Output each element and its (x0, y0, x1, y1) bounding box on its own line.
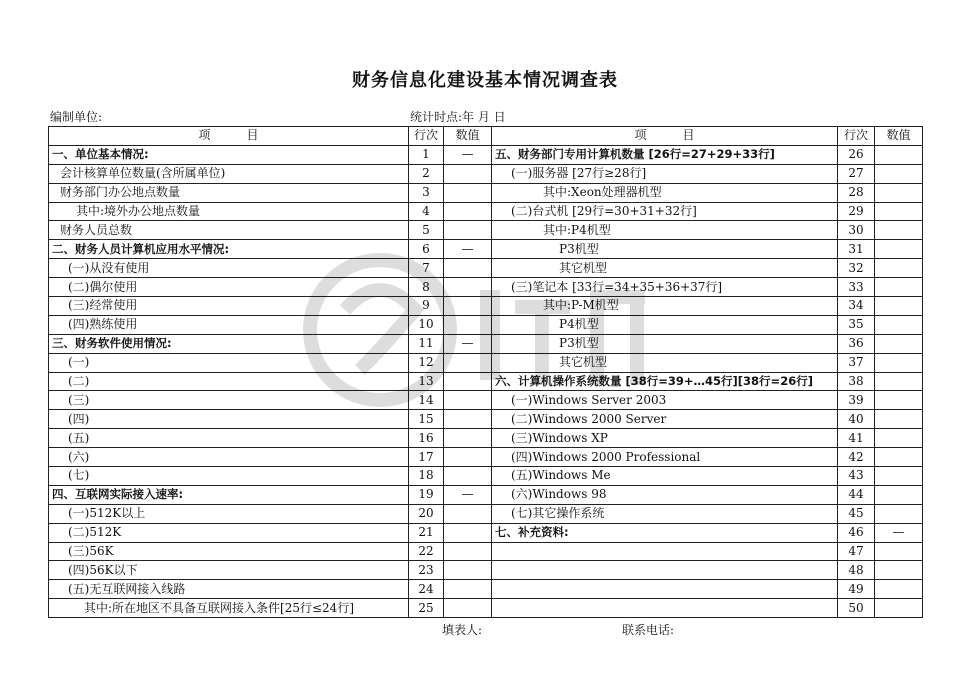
right-value-cell (875, 448, 923, 467)
right-seq-cell: 31 (838, 240, 875, 259)
left-value-cell (444, 599, 492, 618)
left-item-label: 其中:境外办公地点数量 (49, 202, 409, 221)
right-item-label: 其它机型 (492, 259, 838, 278)
right-seq-cell: 30 (838, 221, 875, 240)
left-item-label: 三、财务软件使用情况: (49, 334, 409, 353)
right-value-cell (875, 542, 923, 561)
table-row (49, 353, 923, 372)
right-seq-cell: 42 (838, 448, 875, 467)
left-seq-cell: 7 (409, 259, 444, 278)
right-value-cell (875, 202, 923, 221)
left-item-label: 其中:所在地区不具备互联网接入条件[25行≤24行] (49, 599, 409, 618)
table-row (49, 599, 923, 618)
left-value-cell: — (444, 240, 492, 259)
table-row (49, 297, 923, 316)
right-item-label: (三)Windows XP (492, 429, 838, 448)
left-value-cell (444, 448, 492, 467)
left-item-label: (六) (49, 448, 409, 467)
right-value-cell (875, 334, 923, 353)
left-value-cell: — (444, 334, 492, 353)
left-item-label: 二、财务人员计算机应用水平情况: (49, 240, 409, 259)
left-value-cell (444, 259, 492, 278)
right-seq-cell: 43 (838, 467, 875, 486)
left-item-label: (四)56K以下 (49, 561, 409, 580)
table-row (49, 164, 923, 183)
left-item-label: (七) (49, 467, 409, 486)
left-seq-cell: 22 (409, 542, 444, 561)
right-seq-cell: 28 (838, 183, 875, 202)
right-seq-cell: 39 (838, 391, 875, 410)
right-item-label: (一)服务器 [27行≥28行] (492, 164, 838, 183)
left-seq-cell: 20 (409, 504, 444, 523)
left-value-cell (444, 391, 492, 410)
left-value-cell (444, 315, 492, 334)
left-item-label: (三)经常使用 (49, 297, 409, 316)
right-item-label: (四)Windows 2000 Professional (492, 448, 838, 467)
right-value-cell (875, 278, 923, 297)
left-item-label: (四) (49, 410, 409, 429)
header-item-left: 项 目 (49, 127, 409, 146)
left-value-cell (444, 561, 492, 580)
left-value-cell (444, 467, 492, 486)
header-value-right: 数值 (875, 127, 923, 146)
left-item-label: (四)熟练使用 (49, 315, 409, 334)
left-value-cell (444, 353, 492, 372)
left-item-label: (一)512K以上 (49, 504, 409, 523)
right-item-label: (六)Windows 98 (492, 485, 838, 504)
right-seq-cell: 44 (838, 485, 875, 504)
unit-label: 编制单位: (50, 110, 103, 124)
left-seq-cell: 12 (409, 353, 444, 372)
table-row (49, 240, 923, 259)
left-seq-cell: 15 (409, 410, 444, 429)
table-row (49, 542, 923, 561)
right-value-cell (875, 240, 923, 259)
right-item-label (492, 542, 838, 561)
page-title: 财务信息化建设基本情况调查表 (352, 70, 618, 91)
left-item-label: (一) (49, 353, 409, 372)
table-row (49, 278, 923, 297)
right-value-cell (875, 164, 923, 183)
right-item-label (492, 599, 838, 618)
right-value-cell (875, 410, 923, 429)
right-seq-cell: 40 (838, 410, 875, 429)
right-item-label: (七)其它操作系统 (492, 504, 838, 523)
left-value-cell (444, 504, 492, 523)
left-seq-cell: 16 (409, 429, 444, 448)
right-seq-cell: 35 (838, 315, 875, 334)
left-seq-cell: 4 (409, 202, 444, 221)
right-item-label: 其它机型 (492, 353, 838, 372)
left-value-cell (444, 183, 492, 202)
left-value-cell (444, 278, 492, 297)
right-value-cell (875, 467, 923, 486)
left-seq-cell: 21 (409, 523, 444, 542)
left-item-label: 财务部门办公地点数量 (49, 183, 409, 202)
left-seq-cell: 14 (409, 391, 444, 410)
survey-table (48, 126, 923, 618)
table-row (49, 523, 923, 542)
left-item-label: 财务人员总数 (49, 221, 409, 240)
left-seq-cell: 24 (409, 580, 444, 599)
left-item-label: (五) (49, 429, 409, 448)
table-row (49, 467, 923, 486)
right-seq-cell: 34 (838, 297, 875, 316)
table-row (49, 410, 923, 429)
left-item-label: (五)无互联网接入线路 (49, 580, 409, 599)
right-seq-cell: 48 (838, 561, 875, 580)
left-item-label: (三) (49, 391, 409, 410)
header-item-right: 项 目 (492, 127, 838, 146)
table-row (49, 448, 923, 467)
left-item-label: (三)56K (49, 542, 409, 561)
filler-label: 填表人: (442, 623, 483, 637)
left-seq-cell: 19 (409, 485, 444, 504)
right-seq-cell: 27 (838, 164, 875, 183)
right-value-cell (875, 297, 923, 316)
right-value-cell (875, 353, 923, 372)
left-seq-cell: 1 (409, 145, 444, 164)
right-seq-cell: 33 (838, 278, 875, 297)
left-seq-cell: 3 (409, 183, 444, 202)
right-value-cell: — (875, 523, 923, 542)
left-item-label: (二)512K (49, 523, 409, 542)
table-row (49, 183, 923, 202)
right-value-cell (875, 391, 923, 410)
right-item-label: 七、补充资料: (492, 523, 838, 542)
header-seq-right: 行次 (838, 127, 875, 146)
right-item-label: P4机型 (492, 315, 838, 334)
right-item-label: 其中:P-M机型 (492, 297, 838, 316)
right-value-cell (875, 221, 923, 240)
right-value-cell (875, 429, 923, 448)
table-row (49, 504, 923, 523)
left-seq-cell: 8 (409, 278, 444, 297)
right-value-cell (875, 372, 923, 391)
right-seq-cell: 38 (838, 372, 875, 391)
header-value-left: 数值 (444, 127, 492, 146)
table-row (49, 561, 923, 580)
left-value-cell: — (444, 145, 492, 164)
phone-label: 联系电话: (622, 623, 675, 637)
table-row (49, 391, 923, 410)
left-value-cell (444, 372, 492, 391)
left-item-label: 一、单位基本情况: (49, 145, 409, 164)
right-item-label: (二)台式机 [29行=30+31+32行] (492, 202, 838, 221)
right-value-cell (875, 259, 923, 278)
right-seq-cell: 26 (838, 145, 875, 164)
right-seq-cell: 29 (838, 202, 875, 221)
right-item-label (492, 561, 838, 580)
right-value-cell (875, 504, 923, 523)
left-value-cell (444, 542, 492, 561)
right-value-cell (875, 561, 923, 580)
right-seq-cell: 41 (838, 429, 875, 448)
left-seq-cell: 6 (409, 240, 444, 259)
left-seq-cell: 13 (409, 372, 444, 391)
right-item-label: (一)Windows Server 2003 (492, 391, 838, 410)
time-label: 统计时点:年 月 日 (410, 110, 506, 124)
table-row (49, 145, 923, 164)
table-row (49, 259, 923, 278)
left-value-cell (444, 429, 492, 448)
left-seq-cell: 17 (409, 448, 444, 467)
left-value-cell (444, 164, 492, 183)
right-seq-cell: 46 (838, 523, 875, 542)
left-seq-cell: 5 (409, 221, 444, 240)
left-seq-cell: 11 (409, 334, 444, 353)
table-row (49, 334, 923, 353)
right-seq-cell: 37 (838, 353, 875, 372)
table-row (49, 429, 923, 448)
right-value-cell (875, 485, 923, 504)
table-row (49, 372, 923, 391)
right-item-label: (二)Windows 2000 Server (492, 410, 838, 429)
left-item-label: 会计核算单位数量(含所属单位) (49, 164, 409, 183)
left-seq-cell: 10 (409, 315, 444, 334)
table-row (49, 485, 923, 504)
right-item-label: P3机型 (492, 240, 838, 259)
left-item-label: 四、互联网实际接入速率: (49, 485, 409, 504)
right-item-label: (五)Windows Me (492, 467, 838, 486)
left-seq-cell: 9 (409, 297, 444, 316)
right-seq-cell: 45 (838, 504, 875, 523)
right-item-label: 五、财务部门专用计算机数量 [26行=27+29+33行] (492, 145, 838, 164)
left-value-cell (444, 221, 492, 240)
right-seq-cell: 32 (838, 259, 875, 278)
right-item-label: 六、计算机操作系统数量 [38行=39+…45行][38行=26行] (492, 372, 838, 391)
left-value-cell (444, 523, 492, 542)
right-item-label: P3机型 (492, 334, 838, 353)
left-seq-cell: 2 (409, 164, 444, 183)
right-value-cell (875, 145, 923, 164)
right-seq-cell: 50 (838, 599, 875, 618)
right-value-cell (875, 580, 923, 599)
right-seq-cell: 47 (838, 542, 875, 561)
left-item-label: (二) (49, 372, 409, 391)
right-value-cell (875, 183, 923, 202)
right-value-cell (875, 315, 923, 334)
right-seq-cell: 36 (838, 334, 875, 353)
header-seq-left: 行次 (409, 127, 444, 146)
table-row (49, 580, 923, 599)
left-item-label: (一)从没有使用 (49, 259, 409, 278)
right-item-label: (三)笔记本 [33行=34+35+36+37行] (492, 278, 838, 297)
right-item-label: 其中:P4机型 (492, 221, 838, 240)
left-value-cell (444, 297, 492, 316)
left-value-cell (444, 580, 492, 599)
left-value-cell: — (444, 485, 492, 504)
left-seq-cell: 25 (409, 599, 444, 618)
table-header-row (49, 127, 923, 146)
left-value-cell (444, 410, 492, 429)
left-seq-cell: 18 (409, 467, 444, 486)
table-row (49, 202, 923, 221)
right-seq-cell: 49 (838, 580, 875, 599)
right-value-cell (875, 599, 923, 618)
left-item-label: (二)偶尔使用 (49, 278, 409, 297)
left-value-cell (444, 202, 492, 221)
table-row (49, 221, 923, 240)
left-seq-cell: 23 (409, 561, 444, 580)
right-item-label (492, 580, 838, 599)
right-item-label: 其中:Xeon处理器机型 (492, 183, 838, 202)
table-row (49, 315, 923, 334)
